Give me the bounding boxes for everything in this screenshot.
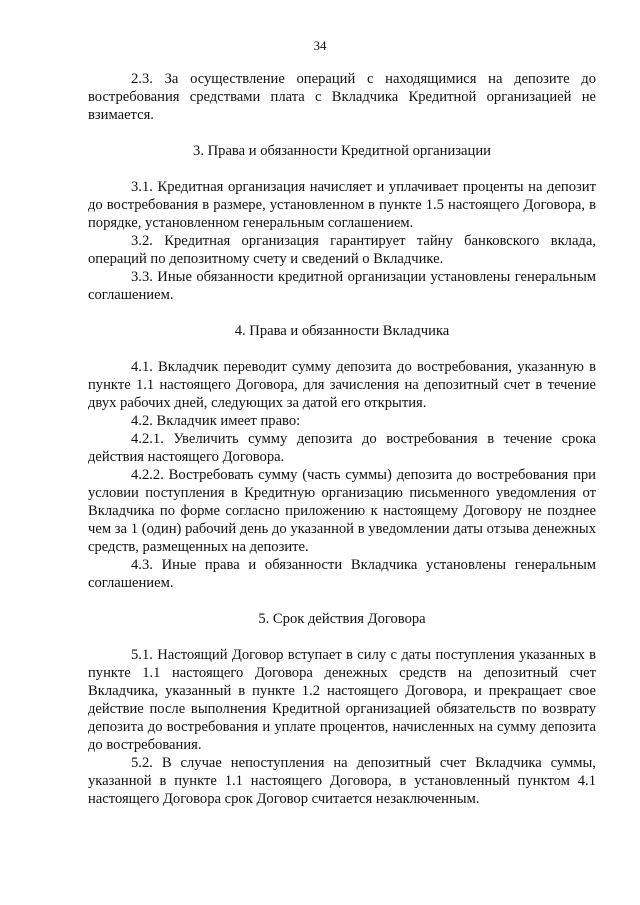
section-5-heading: 5. Срок действия Договора <box>258 611 426 627</box>
section-3-heading: 3. Права и обязанности Кредитной организации <box>193 143 491 159</box>
page-number: 34 <box>313 38 327 53</box>
document-body <box>88 70 596 808</box>
paragraph-5-1: 5.1. Настоящий Договор вступает в силу с даты поступления указанных в пункте 1.1 настоящего Договора денежных средств на депозитный счет Вкладчика, указанный в пункте 1.2 настоящего Договора, и прекращает свое действие после выполнения Кредитной организацией обязательств по возврату депозита до востребования и уплате процентов, начисленных на сумму депозита до востребования. <box>88 647 596 753</box>
paragraph-4-2: 4.2. Вкладчик имеет право: <box>131 413 301 429</box>
paragraph-4-1: 4.1. Вкладчик переводит сумму депозита до востребования, указанную в пункте 1.1 настоящего Договора, для зачисления на депозитный счет в течение двух рабочих дней, следующих за датой его открытия. <box>88 359 596 411</box>
paragraph-3-2: 3.2. Кредитная организация гарантирует тайну банковского вклада, операций по депозитному счету и сведений о Вкладчике. <box>88 233 596 267</box>
paragraph-4-3: 4.3. Иные права и обязанности Вкладчика установлены генеральным соглашением. <box>88 557 596 591</box>
section-4-heading: 4. Права и обязанности Вкладчика <box>234 323 450 339</box>
paragraph-3-3: 3.3. Иные обязанности кредитной организации установлены генеральным соглашением. <box>88 269 596 303</box>
paragraph-4-2-1: 4.2.1. Увеличить сумму депозита до востребования в течение срока действия настоящего Договора. <box>88 431 596 465</box>
paragraph-5-2: 5.2. В случае непоступления на депозитный счет Вкладчика суммы, указанной в пункте 1.1 настоящего Договора, в установленный пунктом 4.1 настоящего Договора срок Договор считается незаключенным. <box>88 755 596 807</box>
paragraph-3-1: 3.1. Кредитная организация начисляет и уплачивает проценты на депозит до востребования в размере, установленном в пункте 1.5 настоящего Договора, в порядке, установленном генеральным соглашением. <box>88 179 596 231</box>
paragraph-2-3: 2.3. За осуществление операций с находящимися на депозите до востребования средствами плата с Вкладчика Кредитной организацией не взимается. <box>88 71 596 123</box>
paragraph-4-2-2: 4.2.2. Востребовать сумму (часть суммы) депозита до востребования при условии поступления в Кредитную организацию письменного уведомления от Вкладчика по форме согласно приложению к настоящему Договору не позднее чем за 1 (один) рабочий день до указанной в уведомлении даты отзыва денежных средств, размещенных на депозите. <box>88 467 596 555</box>
